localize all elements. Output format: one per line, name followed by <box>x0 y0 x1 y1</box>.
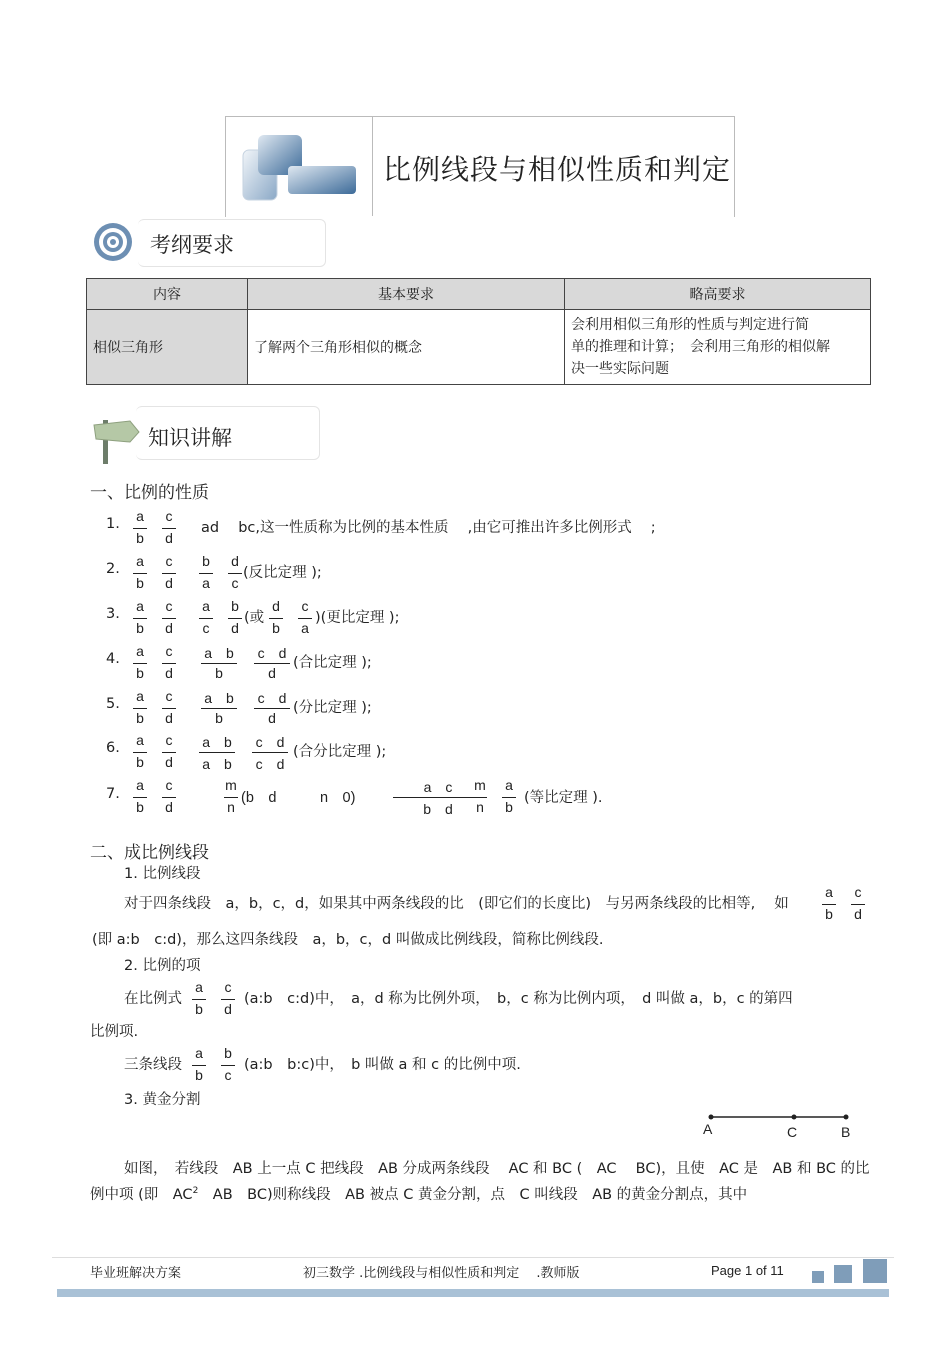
item-text: (反比定理 ); <box>243 565 322 581</box>
title-logo-icon <box>240 130 360 205</box>
point-label: B <box>841 1124 851 1140</box>
item-text: (等比定理 ). <box>524 790 603 806</box>
fraction-bar <box>162 573 176 574</box>
fraction-denominator: d <box>268 710 276 726</box>
fraction-denominator: b <box>825 906 833 922</box>
requirements-table <box>86 278 871 385</box>
point-label: C <box>787 1124 798 1140</box>
fraction-denominator: b <box>136 575 144 591</box>
item-text: ad bc,这一性质称为比例的基本性质 ,由它可推出许多比例形式 ; <box>201 520 656 536</box>
fraction-denominator: d <box>231 620 239 636</box>
section-title-knowledge: 知识讲解 <box>148 426 232 450</box>
fraction-numerator: a <box>136 732 144 748</box>
fraction-denominator: b <box>215 710 223 726</box>
footer-page-number: Page 1 of 11 <box>711 1263 784 1278</box>
fraction-numerator: a b <box>204 690 234 706</box>
fraction-numerator: a c <box>423 779 453 795</box>
heading-proportional-segments: 二、成比例线段 <box>90 843 209 863</box>
fraction-bar <box>201 663 237 664</box>
section-title-exam: 考纲要求 <box>150 233 234 257</box>
superscript: 2 <box>192 1186 199 1197</box>
fraction-bar <box>133 752 147 753</box>
item-number: 2. <box>106 561 120 577</box>
fraction-numerator: a <box>825 884 833 900</box>
paragraph-line: (即 a:b c:d)，那么这四条线段 a，b，c，d 叫做成比例线段，简称比例线段. <box>92 932 604 948</box>
item-number: 3. <box>106 606 120 622</box>
fraction-denominator: a b <box>202 756 232 772</box>
paragraph-line: (a:b c:d)中， a，d 称为比例外项， b，c 称为比例内项， d 叫做 a，b，c 的第四 <box>244 991 793 1007</box>
fraction-numerator: c d <box>255 734 285 750</box>
fraction-numerator: d <box>272 598 280 614</box>
fraction-numerator: a <box>136 643 144 659</box>
subheading-proportional-segments: 1. 比例线段 <box>124 866 201 882</box>
fraction-numerator: a <box>505 777 513 793</box>
fraction-numerator: a b <box>202 734 232 750</box>
table-header-row <box>87 279 871 310</box>
fraction-denominator: b d <box>423 801 453 817</box>
fraction-bar <box>502 797 516 798</box>
page-title: 比例线段与相似性质和判定 <box>383 153 732 186</box>
paragraph-line: (a:b b:c)中， b 叫做 a 和 c 的比例中项. <box>244 1057 521 1073</box>
paragraph-line <box>90 1183 747 1204</box>
fraction-denominator: b <box>272 620 280 636</box>
fraction-numerator: a <box>136 777 144 793</box>
fraction-bar <box>199 752 235 753</box>
fraction-bar <box>133 797 147 798</box>
fraction-bar <box>133 573 147 574</box>
fraction-bar <box>224 797 238 798</box>
fraction-denominator: n <box>476 799 484 815</box>
fraction-denominator: d <box>165 710 173 726</box>
fraction-denominator: d <box>165 575 173 591</box>
fraction-bar <box>162 708 176 709</box>
fraction-denominator: d <box>165 754 173 770</box>
fraction-bar <box>162 528 176 529</box>
fraction-bar <box>254 663 290 664</box>
fraction-numerator: a <box>195 979 203 995</box>
fraction-denominator: b <box>136 620 144 636</box>
item-number: 7. <box>106 786 120 802</box>
table-cell-content: 相似三角形 <box>87 310 248 385</box>
fraction-numerator: c <box>165 688 173 704</box>
fraction-denominator: d <box>165 620 173 636</box>
table-row <box>87 310 871 385</box>
footer-left: 毕业班解决方案 <box>90 1266 182 1281</box>
fraction-bar <box>252 752 288 753</box>
fraction-numerator: b <box>202 553 210 569</box>
fraction-bar <box>133 528 147 529</box>
fraction-bar <box>221 1065 235 1066</box>
item-number: 1. <box>106 516 120 532</box>
fraction-bar <box>199 618 213 619</box>
paragraph-line: 在比例式 <box>124 991 182 1007</box>
item-text: (或 <box>244 610 265 626</box>
fraction-bar <box>298 618 312 619</box>
fraction-numerator: c <box>165 553 173 569</box>
fraction-bar <box>851 904 865 905</box>
point-a <box>709 1115 714 1120</box>
fraction-numerator: a <box>136 553 144 569</box>
point-c <box>792 1115 797 1120</box>
fraction-bar <box>192 999 206 1000</box>
point-label: A <box>703 1121 713 1137</box>
fraction-denominator: n <box>227 799 235 815</box>
fraction-numerator: m <box>474 777 486 793</box>
fraction-denominator: d <box>224 1001 232 1017</box>
fraction-numerator: b <box>224 1045 232 1061</box>
point-b <box>844 1115 849 1120</box>
fraction-denominator: a <box>202 575 210 591</box>
fraction-denominator: b <box>136 665 144 681</box>
fraction-bar <box>201 708 237 709</box>
table-cell-advanced <box>565 310 871 385</box>
fraction-denominator: d <box>165 799 173 815</box>
table-header-cell: 略高要求 <box>565 279 871 310</box>
segment-figure <box>700 1110 860 1140</box>
fraction-numerator: c <box>165 508 173 524</box>
fraction-denominator: d <box>854 906 862 922</box>
fraction-numerator: d <box>231 553 239 569</box>
fraction-bar <box>221 999 235 1000</box>
fraction-bar <box>133 708 147 709</box>
item-number: 5. <box>106 696 120 712</box>
fraction-bar <box>269 618 283 619</box>
table-cell-basic: 了解两个三角形相似的概念 <box>248 310 565 385</box>
item-number: 4. <box>106 651 120 667</box>
fraction-bar <box>192 1065 206 1066</box>
footer-center: 初三数学 .比例线段与相似性质和判定 .教师版 <box>303 1266 580 1281</box>
table-header-cell: 基本要求 <box>248 279 565 310</box>
item-number: 6. <box>106 740 120 756</box>
fraction-bar <box>162 618 176 619</box>
paragraph-line: 比例项. <box>90 1024 139 1040</box>
item-text: (分比定理 ); <box>293 700 372 716</box>
fraction-numerator: a <box>136 508 144 524</box>
fraction-bar <box>162 797 176 798</box>
subheading-golden-section: 3. 黄金分割 <box>124 1092 201 1108</box>
footer-square-icon <box>812 1271 824 1283</box>
fraction-denominator: b <box>136 530 144 546</box>
fraction-bar <box>133 663 147 664</box>
footer-square-icon <box>863 1259 887 1283</box>
text-run: AB BC)则称线段 AB 被点 C 黄金分割，点 C 叫线段 AB 的黄金分割点，其中 <box>198 1187 748 1203</box>
fraction-denominator: b <box>136 754 144 770</box>
heading-proportion-properties: 一、比例的性质 <box>90 483 209 503</box>
fraction-numerator: c <box>854 884 862 900</box>
fraction-denominator: b <box>195 1067 203 1083</box>
fraction-denominator: b <box>505 799 513 815</box>
footer-bar <box>57 1289 889 1297</box>
fraction-numerator: c <box>165 732 173 748</box>
fraction-denominator: a <box>301 620 309 636</box>
table-cell-line: 会利用相似三角形的性质与判定进行简 <box>571 317 809 333</box>
fraction-denominator: d <box>165 530 173 546</box>
fraction-bar <box>822 904 836 905</box>
paragraph-line: 三条线段 <box>124 1057 182 1073</box>
table-header-cell: 内容 <box>87 279 248 310</box>
table-cell-line: 决一些实际问题 <box>571 361 669 377</box>
footer-square-icon <box>834 1265 852 1283</box>
fraction-denominator: c <box>202 620 210 636</box>
item-text: (合比定理 ); <box>293 655 372 671</box>
fraction-denominator: b <box>215 665 223 681</box>
fraction-bar <box>133 618 147 619</box>
fraction-denominator: c <box>224 1067 232 1083</box>
fraction-denominator: c <box>231 575 239 591</box>
fraction-numerator: m <box>225 777 237 793</box>
fraction-numerator: a <box>136 688 144 704</box>
fraction-numerator: c <box>165 643 173 659</box>
fraction-numerator: c d <box>257 690 287 706</box>
fraction-numerator: c <box>165 777 173 793</box>
fraction-numerator: c <box>165 598 173 614</box>
fraction-numerator: a <box>136 598 144 614</box>
fraction-numerator: a <box>195 1045 203 1061</box>
fraction-numerator: b <box>231 598 239 614</box>
item-text: )(更比定理 ); <box>315 610 400 626</box>
item-text: (合分比定理 ); <box>293 744 387 760</box>
target-icon <box>93 222 133 262</box>
fraction-numerator: a b <box>204 645 234 661</box>
paragraph-line: 对于四条线段 a，b，c，d，如果其中两条线段的比 (即它们的长度比) 与另两条线段的比相等, 如 <box>124 896 789 912</box>
fraction-numerator: a <box>202 598 210 614</box>
fraction-bar <box>199 573 213 574</box>
paragraph-line: 如图， 若线段 AB 上一点 C 把线段 AB 分成两条线段 AC 和 BC ( AC BC)，且使 AC 是 AB 和 BC 的比 <box>124 1161 870 1177</box>
title-divider <box>372 116 373 216</box>
fraction-bar <box>162 663 176 664</box>
fraction-denominator: d <box>165 665 173 681</box>
fraction-bar <box>254 708 290 709</box>
fraction-denominator: d <box>268 665 276 681</box>
fraction-bar <box>162 752 176 753</box>
fraction-denominator: b <box>195 1001 203 1017</box>
subheading-proportion-terms: 2. 比例的项 <box>124 958 201 974</box>
item-text: (b d n 0) <box>241 790 356 806</box>
fraction-denominator: c d <box>255 756 285 772</box>
fraction-numerator: c <box>301 598 309 614</box>
fraction-denominator: b <box>136 710 144 726</box>
fraction-bar <box>473 797 487 798</box>
fraction-bar <box>393 797 483 798</box>
footer-divider <box>52 1257 894 1258</box>
fraction-denominator: b <box>136 799 144 815</box>
fraction-numerator: c <box>224 979 232 995</box>
text-run: 例中项 (即 AC <box>90 1187 193 1203</box>
signpost-icon <box>92 415 140 465</box>
fraction-bar <box>228 573 242 574</box>
table-cell-line: 单的推理和计算； 会利用三角形的相似解 <box>571 339 830 355</box>
fraction-bar <box>228 618 242 619</box>
fraction-numerator: c d <box>257 645 287 661</box>
